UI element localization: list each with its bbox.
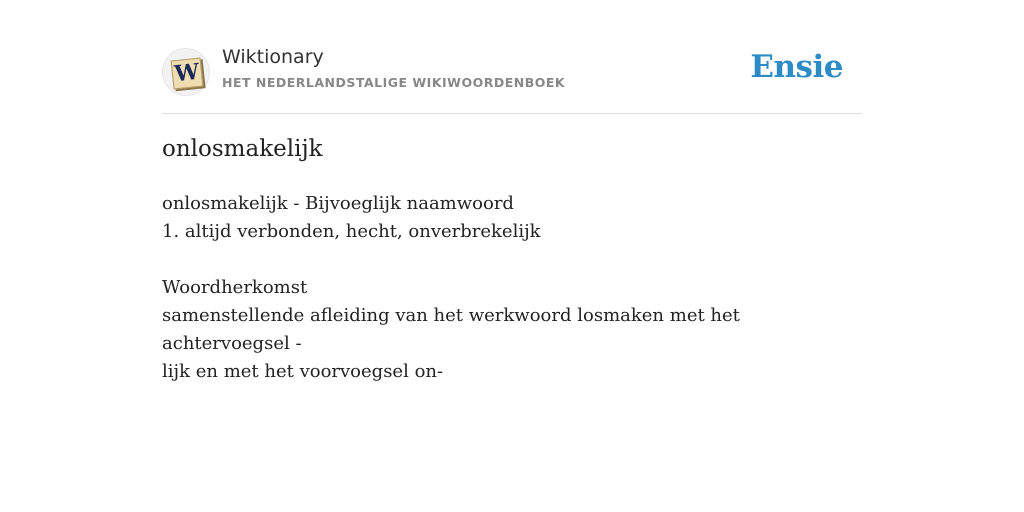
ensie-brand-link[interactable]: Ensie	[750, 49, 843, 85]
header	[162, 44, 862, 114]
site-tagline: HET NEDERLANDSTALIGE WIKIWOORDENBOEK	[222, 75, 566, 90]
entry-card	[162, 44, 862, 382]
definition-body	[162, 190, 862, 386]
etymology-text-line-1: samenstellende afleiding van het werkwoord losmaken met het achtervoegsel -	[162, 305, 740, 354]
sense-item: 1. altijd verbonden, hecht, onverbrekelijk	[162, 221, 541, 242]
etymology-label: Woordherkomst	[162, 277, 308, 298]
definition-heading: onlosmakelijk - Bijvoeglijk naamwoord	[162, 193, 514, 214]
word-title: onlosmakelijk	[162, 136, 323, 162]
site-name[interactable]: Wiktionary	[222, 46, 324, 68]
etymology-text	[162, 302, 862, 386]
wiktionary-logo-icon[interactable]	[162, 48, 210, 96]
etymology-text-line-2: lijk en met het voorvoegsel on-	[162, 361, 444, 382]
logo-tile: W	[171, 58, 204, 90]
blank-line	[162, 246, 862, 274]
